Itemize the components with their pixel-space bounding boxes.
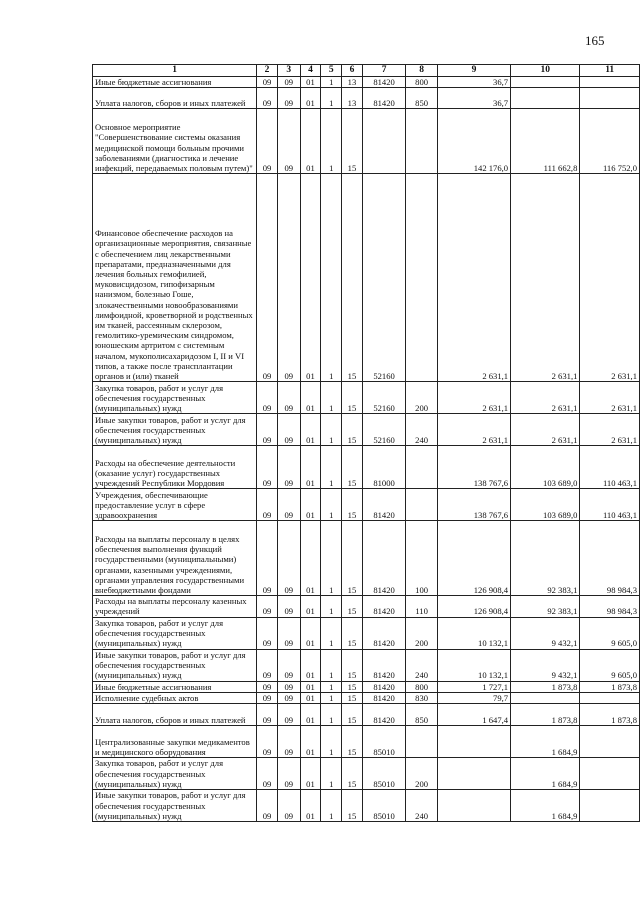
cell-code-p2: 15 xyxy=(342,446,363,489)
cell-code-gr: 09 xyxy=(257,758,278,790)
cell-code-csr: 81420 xyxy=(362,489,406,521)
table-row xyxy=(93,596,640,617)
cell-code-csr: 81420 xyxy=(362,521,406,596)
cell-code-rz: 09 xyxy=(277,758,300,790)
cell-code-pr: 01 xyxy=(300,692,321,703)
cell-code-rz: 09 xyxy=(277,88,300,109)
cell-amount-2019 xyxy=(437,726,510,758)
cell-amount-2021: 116 752,0 xyxy=(580,109,640,174)
column-header-10: 10 xyxy=(511,65,580,77)
cell-code-p2: 15 xyxy=(342,382,363,414)
cell-code-vr: 200 xyxy=(406,617,438,649)
cell-code-rz: 09 xyxy=(277,692,300,703)
cell-code-p1: 1 xyxy=(321,596,342,617)
cell-code-gr: 09 xyxy=(257,617,278,649)
cell-name: Финансовое обеспечение расходов на организационные мероприятия, связанные с обеспечением лиц лекарственными препаратами, предназначенными для лечения больных гемофилией, муковисцидозом, гипофизарным нанизмом, болезнью Гоше, злокачественными новообразованиями лимфоидной, кроветворной и родственных им тканей, рассеянным склерозом, гемолитико-уремическим синдромом, юношеским артритом с системным началом, мукополисахаридозом I, II и VI типов, а также после трансплантации органов и (или) тканей xyxy=(93,174,257,382)
page-number: 165 xyxy=(585,33,605,48)
cell-amount-2019: 1 727,1 xyxy=(437,681,510,692)
cell-code-gr: 09 xyxy=(257,109,278,174)
cell-code-vr: 240 xyxy=(406,790,438,822)
cell-code-p2: 15 xyxy=(342,414,363,446)
table-row xyxy=(93,617,640,649)
cell-amount-2020: 9 432,1 xyxy=(511,617,580,649)
cell-amount-2019: 126 908,4 xyxy=(437,521,510,596)
cell-amount-2021: 2 631,1 xyxy=(580,414,640,446)
cell-amount-2020: 1 684,9 xyxy=(511,758,580,790)
table-row xyxy=(93,790,640,822)
cell-amount-2019 xyxy=(437,790,510,822)
cell-code-vr xyxy=(406,109,438,174)
column-header-8: 8 xyxy=(406,65,438,77)
cell-code-gr: 09 xyxy=(257,77,278,88)
table-body xyxy=(93,77,640,822)
cell-code-rz: 09 xyxy=(277,617,300,649)
cell-code-csr: 81420 xyxy=(362,692,406,703)
cell-code-csr: 81420 xyxy=(362,649,406,681)
cell-amount-2019: 2 631,1 xyxy=(437,382,510,414)
cell-code-pr: 01 xyxy=(300,649,321,681)
cell-code-p1: 1 xyxy=(321,649,342,681)
cell-name: Учреждения, обеспечивающие предоставление услуг в сфере здравоохранения xyxy=(93,489,257,521)
cell-code-pr: 01 xyxy=(300,521,321,596)
cell-code-csr: 81420 xyxy=(362,704,406,726)
cell-code-p1: 1 xyxy=(321,692,342,703)
column-header-3: 3 xyxy=(277,65,300,77)
cell-code-vr: 110 xyxy=(406,596,438,617)
cell-code-p1: 1 xyxy=(321,521,342,596)
cell-code-vr: 830 xyxy=(406,692,438,703)
cell-code-p1: 1 xyxy=(321,174,342,382)
cell-code-vr: 200 xyxy=(406,382,438,414)
cell-code-gr: 09 xyxy=(257,692,278,703)
cell-code-csr: 52160 xyxy=(362,174,406,382)
cell-amount-2021 xyxy=(580,758,640,790)
table-row xyxy=(93,88,640,109)
cell-code-p1: 1 xyxy=(321,109,342,174)
cell-amount-2020: 2 631,1 xyxy=(511,382,580,414)
cell-code-gr: 09 xyxy=(257,88,278,109)
cell-amount-2020: 1 684,9 xyxy=(511,790,580,822)
cell-code-pr: 01 xyxy=(300,758,321,790)
table-row xyxy=(93,692,640,703)
column-header-1: 1 xyxy=(93,65,257,77)
cell-amount-2019: 138 767,6 xyxy=(437,446,510,489)
cell-code-pr: 01 xyxy=(300,489,321,521)
cell-code-p2: 15 xyxy=(342,489,363,521)
cell-code-rz: 09 xyxy=(277,446,300,489)
cell-code-p2: 15 xyxy=(342,790,363,822)
table-row xyxy=(93,489,640,521)
cell-amount-2021 xyxy=(580,692,640,703)
cell-code-csr: 81000 xyxy=(362,446,406,489)
cell-name: Иные бюджетные ассигнования xyxy=(93,77,257,88)
cell-code-gr: 09 xyxy=(257,649,278,681)
cell-code-csr: 81420 xyxy=(362,617,406,649)
cell-amount-2019: 36,7 xyxy=(437,88,510,109)
table-row xyxy=(93,109,640,174)
cell-code-p2: 15 xyxy=(342,174,363,382)
column-header-11: 11 xyxy=(580,65,640,77)
cell-code-gr: 09 xyxy=(257,521,278,596)
cell-amount-2021 xyxy=(580,726,640,758)
cell-amount-2020 xyxy=(511,77,580,88)
column-header-6: 6 xyxy=(342,65,363,77)
cell-code-pr: 01 xyxy=(300,704,321,726)
cell-code-vr: 850 xyxy=(406,88,438,109)
cell-code-csr: 85010 xyxy=(362,790,406,822)
table-row xyxy=(93,382,640,414)
cell-code-gr: 09 xyxy=(257,726,278,758)
cell-amount-2020: 111 662,8 xyxy=(511,109,580,174)
cell-code-p2: 15 xyxy=(342,704,363,726)
column-header-9: 9 xyxy=(437,65,510,77)
cell-code-gr: 09 xyxy=(257,446,278,489)
cell-code-csr xyxy=(362,109,406,174)
cell-name: Иные закупки товаров, работ и услуг для обеспечения государственных (муниципальных) нужд xyxy=(93,649,257,681)
cell-amount-2020: 103 689,0 xyxy=(511,446,580,489)
table-row xyxy=(93,704,640,726)
cell-code-p1: 1 xyxy=(321,790,342,822)
cell-code-vr xyxy=(406,489,438,521)
cell-name: Иные бюджетные ассигнования xyxy=(93,681,257,692)
cell-amount-2021: 2 631,1 xyxy=(580,174,640,382)
cell-amount-2020: 1 684,9 xyxy=(511,726,580,758)
cell-name: Закупка товаров, работ и услуг для обеспечения государственных (муниципальных) нужд xyxy=(93,382,257,414)
cell-code-rz: 09 xyxy=(277,109,300,174)
table-row xyxy=(93,414,640,446)
cell-amount-2020 xyxy=(511,88,580,109)
cell-code-vr: 200 xyxy=(406,758,438,790)
cell-amount-2020: 103 689,0 xyxy=(511,489,580,521)
cell-code-pr: 01 xyxy=(300,446,321,489)
cell-code-vr: 800 xyxy=(406,77,438,88)
cell-name: Иные закупки товаров, работ и услуг для обеспечения государственных (муниципальных) нужд xyxy=(93,414,257,446)
cell-amount-2019: 1 647,4 xyxy=(437,704,510,726)
cell-code-rz: 09 xyxy=(277,489,300,521)
cell-name: Расходы на выплаты персоналу в целях обеспечения выполнения функций государственными (муниципальными) органами, казенными учреждениями, органами управления государственными внебюджетными фондами xyxy=(93,521,257,596)
cell-code-p2: 15 xyxy=(342,596,363,617)
cell-amount-2020: 2 631,1 xyxy=(511,174,580,382)
cell-amount-2021: 9 605,0 xyxy=(580,617,640,649)
cell-amount-2019: 10 132,1 xyxy=(437,649,510,681)
cell-code-p2: 15 xyxy=(342,758,363,790)
cell-code-p2: 15 xyxy=(342,681,363,692)
table-row xyxy=(93,446,640,489)
cell-amount-2021: 98 984,3 xyxy=(580,521,640,596)
cell-code-pr: 01 xyxy=(300,109,321,174)
cell-code-pr: 01 xyxy=(300,617,321,649)
cell-code-pr: 01 xyxy=(300,414,321,446)
cell-amount-2019: 142 176,0 xyxy=(437,109,510,174)
cell-amount-2020: 1 873,8 xyxy=(511,681,580,692)
cell-code-p2: 15 xyxy=(342,649,363,681)
cell-code-gr: 09 xyxy=(257,704,278,726)
table-row xyxy=(93,681,640,692)
cell-name: Уплата налогов, сборов и иных платежей xyxy=(93,704,257,726)
cell-amount-2019: 126 908,4 xyxy=(437,596,510,617)
cell-code-rz: 09 xyxy=(277,649,300,681)
column-header-4: 4 xyxy=(300,65,321,77)
cell-name: Закупка товаров, работ и услуг для обеспечения государственных (муниципальных) нужд xyxy=(93,758,257,790)
cell-amount-2021: 98 984,3 xyxy=(580,596,640,617)
cell-code-pr: 01 xyxy=(300,596,321,617)
cell-code-p2: 13 xyxy=(342,88,363,109)
cell-amount-2019: 79,7 xyxy=(437,692,510,703)
cell-code-rz: 09 xyxy=(277,414,300,446)
cell-amount-2020: 9 432,1 xyxy=(511,649,580,681)
cell-code-p2: 15 xyxy=(342,109,363,174)
cell-amount-2020: 92 383,1 xyxy=(511,596,580,617)
table-row xyxy=(93,521,640,596)
cell-code-p2: 13 xyxy=(342,77,363,88)
cell-code-csr: 81420 xyxy=(362,596,406,617)
cell-amount-2019: 2 631,1 xyxy=(437,414,510,446)
cell-code-pr: 01 xyxy=(300,790,321,822)
cell-code-p2: 15 xyxy=(342,692,363,703)
cell-amount-2021: 1 873,8 xyxy=(580,704,640,726)
cell-amount-2019: 2 631,1 xyxy=(437,174,510,382)
cell-code-p1: 1 xyxy=(321,704,342,726)
cell-code-vr xyxy=(406,174,438,382)
cell-code-csr: 52160 xyxy=(362,414,406,446)
cell-code-gr: 09 xyxy=(257,790,278,822)
table-row xyxy=(93,649,640,681)
cell-code-csr: 81420 xyxy=(362,77,406,88)
cell-code-p1: 1 xyxy=(321,726,342,758)
cell-amount-2020 xyxy=(511,692,580,703)
cell-code-vr: 850 xyxy=(406,704,438,726)
cell-code-p1: 1 xyxy=(321,77,342,88)
cell-name: Уплата налогов, сборов и иных платежей xyxy=(93,88,257,109)
cell-code-p1: 1 xyxy=(321,414,342,446)
table-row xyxy=(93,77,640,88)
cell-amount-2021: 9 605,0 xyxy=(580,649,640,681)
cell-code-csr: 85010 xyxy=(362,758,406,790)
cell-name: Закупка товаров, работ и услуг для обеспечения государственных (муниципальных) нужд xyxy=(93,617,257,649)
cell-amount-2020: 2 631,1 xyxy=(511,414,580,446)
cell-code-rz: 09 xyxy=(277,726,300,758)
cell-amount-2021: 1 873,8 xyxy=(580,681,640,692)
cell-code-rz: 09 xyxy=(277,681,300,692)
cell-code-p2: 15 xyxy=(342,521,363,596)
cell-code-p1: 1 xyxy=(321,681,342,692)
cell-code-pr: 01 xyxy=(300,681,321,692)
cell-name: Исполнение судебных актов xyxy=(93,692,257,703)
cell-amount-2019: 10 132,1 xyxy=(437,617,510,649)
column-header-5: 5 xyxy=(321,65,342,77)
cell-amount-2020: 92 383,1 xyxy=(511,521,580,596)
cell-code-vr: 800 xyxy=(406,681,438,692)
cell-code-p1: 1 xyxy=(321,489,342,521)
cell-code-pr: 01 xyxy=(300,382,321,414)
cell-code-rz: 09 xyxy=(277,174,300,382)
cell-code-pr: 01 xyxy=(300,88,321,109)
cell-name: Расходы на обеспечение деятельности (оказание услуг) государственных учреждений Республики Мордовия xyxy=(93,446,257,489)
cell-amount-2019: 36,7 xyxy=(437,77,510,88)
cell-code-gr: 09 xyxy=(257,681,278,692)
cell-name: Централизованные закупки медикаментов и медицинского оборудования xyxy=(93,726,257,758)
cell-code-rz: 09 xyxy=(277,704,300,726)
cell-code-vr: 240 xyxy=(406,414,438,446)
column-header-7: 7 xyxy=(362,65,406,77)
cell-code-pr: 01 xyxy=(300,77,321,88)
cell-code-p1: 1 xyxy=(321,88,342,109)
cell-code-gr: 09 xyxy=(257,382,278,414)
cell-code-csr: 81420 xyxy=(362,88,406,109)
cell-code-csr: 52160 xyxy=(362,382,406,414)
cell-code-p1: 1 xyxy=(321,758,342,790)
cell-code-gr: 09 xyxy=(257,174,278,382)
cell-amount-2021: 110 463,1 xyxy=(580,489,640,521)
cell-code-vr: 240 xyxy=(406,649,438,681)
cell-amount-2020: 1 873,8 xyxy=(511,704,580,726)
cell-name: Основное мероприятие "Совершенствование системы оказания медицинской помощи больным прочими заболеваниями (диагностика и лечение инфекций, передаваемых половым путем)" xyxy=(93,109,257,174)
cell-amount-2021 xyxy=(580,88,640,109)
table-row xyxy=(93,758,640,790)
table-row xyxy=(93,174,640,382)
cell-name: Расходы на выплаты персоналу казенных учреждений xyxy=(93,596,257,617)
cell-amount-2019: 138 767,6 xyxy=(437,489,510,521)
budget-table xyxy=(92,64,640,822)
cell-code-rz: 09 xyxy=(277,521,300,596)
cell-amount-2021: 110 463,1 xyxy=(580,446,640,489)
cell-name: Иные закупки товаров, работ и услуг для обеспечения государственных (муниципальных) нужд xyxy=(93,790,257,822)
column-header-2: 2 xyxy=(257,65,278,77)
cell-code-vr xyxy=(406,446,438,489)
table-header-row xyxy=(93,65,640,77)
cell-code-p2: 15 xyxy=(342,726,363,758)
cell-amount-2021: 2 631,1 xyxy=(580,382,640,414)
cell-amount-2021 xyxy=(580,77,640,88)
cell-code-rz: 09 xyxy=(277,382,300,414)
cell-code-gr: 09 xyxy=(257,489,278,521)
cell-code-p2: 15 xyxy=(342,617,363,649)
cell-code-pr: 01 xyxy=(300,174,321,382)
cell-code-rz: 09 xyxy=(277,596,300,617)
cell-code-p1: 1 xyxy=(321,617,342,649)
cell-code-vr: 100 xyxy=(406,521,438,596)
cell-amount-2021 xyxy=(580,790,640,822)
cell-code-csr: 85010 xyxy=(362,726,406,758)
cell-code-vr xyxy=(406,726,438,758)
cell-code-rz: 09 xyxy=(277,77,300,88)
cell-code-pr: 01 xyxy=(300,726,321,758)
cell-code-csr: 81420 xyxy=(362,681,406,692)
cell-code-p1: 1 xyxy=(321,446,342,489)
table-row xyxy=(93,726,640,758)
cell-amount-2019 xyxy=(437,758,510,790)
cell-code-gr: 09 xyxy=(257,596,278,617)
cell-code-rz: 09 xyxy=(277,790,300,822)
cell-code-p1: 1 xyxy=(321,382,342,414)
cell-code-gr: 09 xyxy=(257,414,278,446)
